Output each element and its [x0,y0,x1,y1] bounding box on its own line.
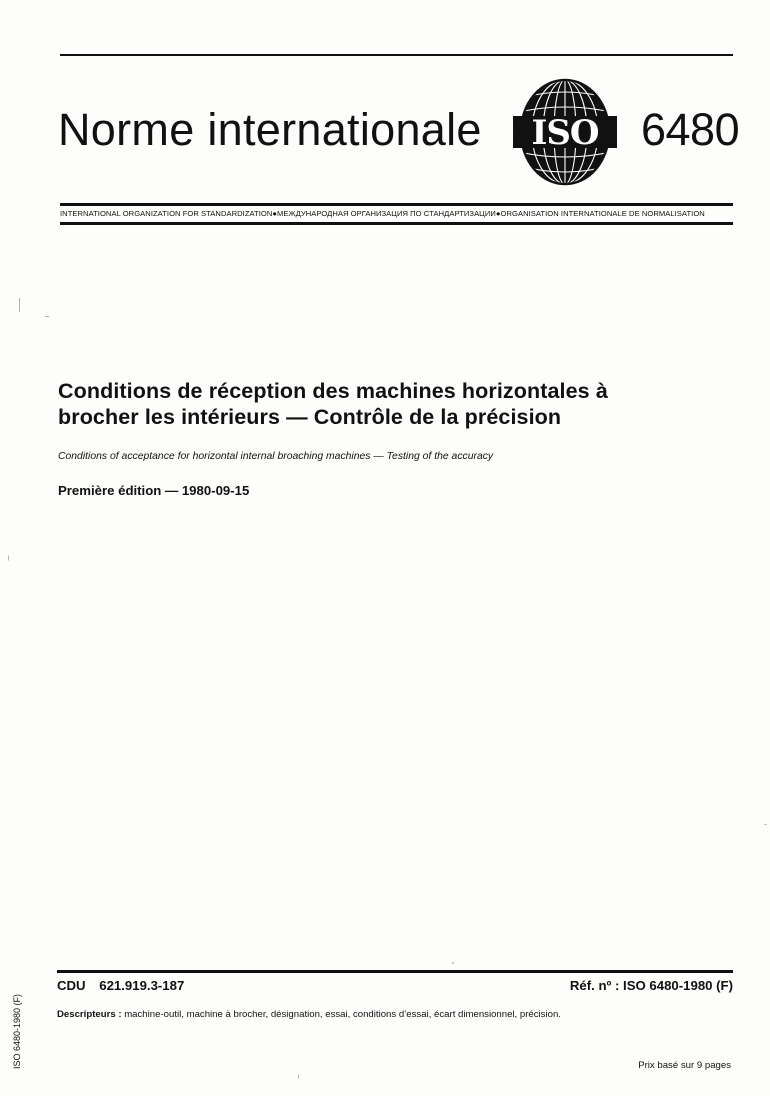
document-title-line-1: Conditions de réception des machines horizontales à [58,379,608,403]
iso-globe-logo-icon [509,78,621,186]
reference-number: Réf. nº : ISO 6480-1980 (F) [569,978,733,993]
scan-speck [8,555,9,561]
side-reference: ISO 6480-1980 (F) [12,993,22,1069]
edition-date: Première édition — 1980-09-15 [58,483,250,498]
english-title: Conditions of acceptance for horizontal internal broaching machines — Testing of the accuracy [58,451,494,462]
scan-speck [45,316,49,317]
org-band-top-rule [60,203,733,206]
footer-rule [57,970,733,973]
descriptors-value: machine-outil, machine à brocher, désignation, essai, conditions d’essai, écart dimensionnel, précision. [124,1009,561,1020]
document-type-heading: Norme internationale [58,104,482,155]
document-title [58,378,718,430]
standard-number: 6480 [641,104,740,155]
cdu-value: 621.919.3-187 [99,978,185,993]
svg-text:ISO: ISO [531,113,599,153]
scan-speck [764,824,767,825]
org-band-bottom-rule [60,222,733,225]
organization-names: INTERNATIONAL ORGANIZATION FOR STANDARDIZATION●МЕЖДУНАРОДНАЯ ОРГАНИЗАЦИЯ ПО СТАНДАРТИЗАЦИИ●ORGANISATION INTERNATIONALE DE NORMALISATION [60,209,705,218]
document-title-line-2: brocher les intérieurs — Contrôle de la précision [58,405,562,429]
scan-speck [452,962,454,964]
scan-speck [19,298,20,312]
cdu-label: CDU [57,978,86,993]
scan-speck [298,1075,299,1079]
price-note: Prix basé sur 9 pages [638,1060,731,1071]
descriptors [57,1008,561,1021]
top-rule [60,54,733,56]
descriptors-label: Descripteurs : [57,1009,122,1020]
cdu-classification [57,977,184,994]
